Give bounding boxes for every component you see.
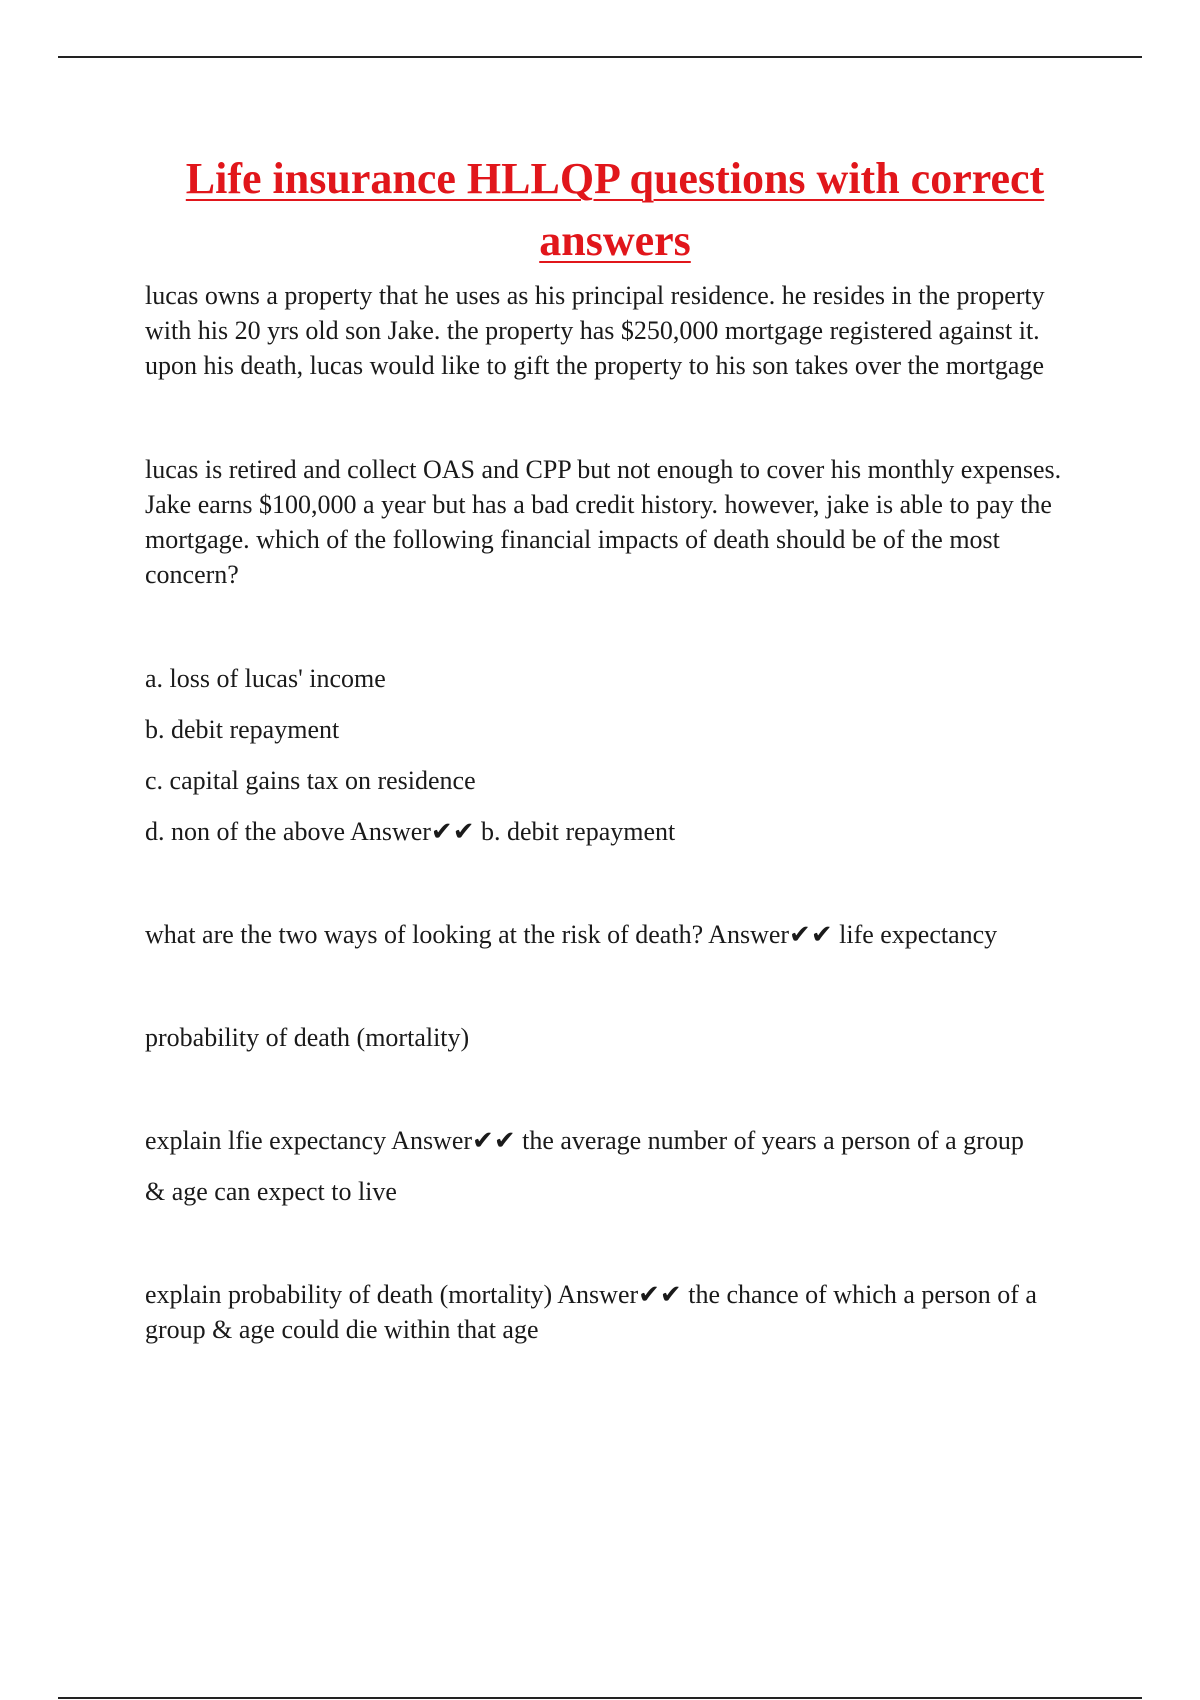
document-body <box>145 278 1085 1347</box>
question-1-scenario: lucas owns a property that he uses as his principal residence. he resides in the property with his 20 yrs old son Jake. the property has $250,000 mortgage registered against it. upon his death, lucas would like to gift the property to his son takes over the mortgage <box>145 281 1045 380</box>
question-1-stem: lucas is retired and collect OAS and CPP but not enough to cover his monthly expenses. Jake earns $100,000 a year but has a bad credit history. however, jake is able to pay the mortgage. which of the following financial impacts of death should be of the most concern? <box>145 455 1062 589</box>
option-d-answer: d. non of the above Answer✔✔ b. debit repayment <box>145 817 676 846</box>
document-title: Life insurance HLLQP questions with correct answers <box>185 154 1045 265</box>
question-2-continued: probability of death (mortality) <box>145 1023 470 1052</box>
question-3-continued: & age can expect to live <box>145 1177 397 1206</box>
option-b: b. debit repayment <box>145 715 340 744</box>
question-2: what are the two ways of looking at the risk of death? Answer✔✔ life expectancy <box>145 920 998 949</box>
option-a: a. loss of lucas' income <box>145 664 386 693</box>
question-4: explain probability of death (mortality) Answer✔✔ the chance of which a person of a group & age could die within that age <box>145 1280 1037 1344</box>
bottom-rule <box>58 1697 1142 1699</box>
top-rule <box>58 56 1142 58</box>
question-3: explain lfie expectancy Answer✔✔ the average number of years a person of a group <box>145 1126 1024 1155</box>
option-c: c. capital gains tax on residence <box>145 766 476 795</box>
